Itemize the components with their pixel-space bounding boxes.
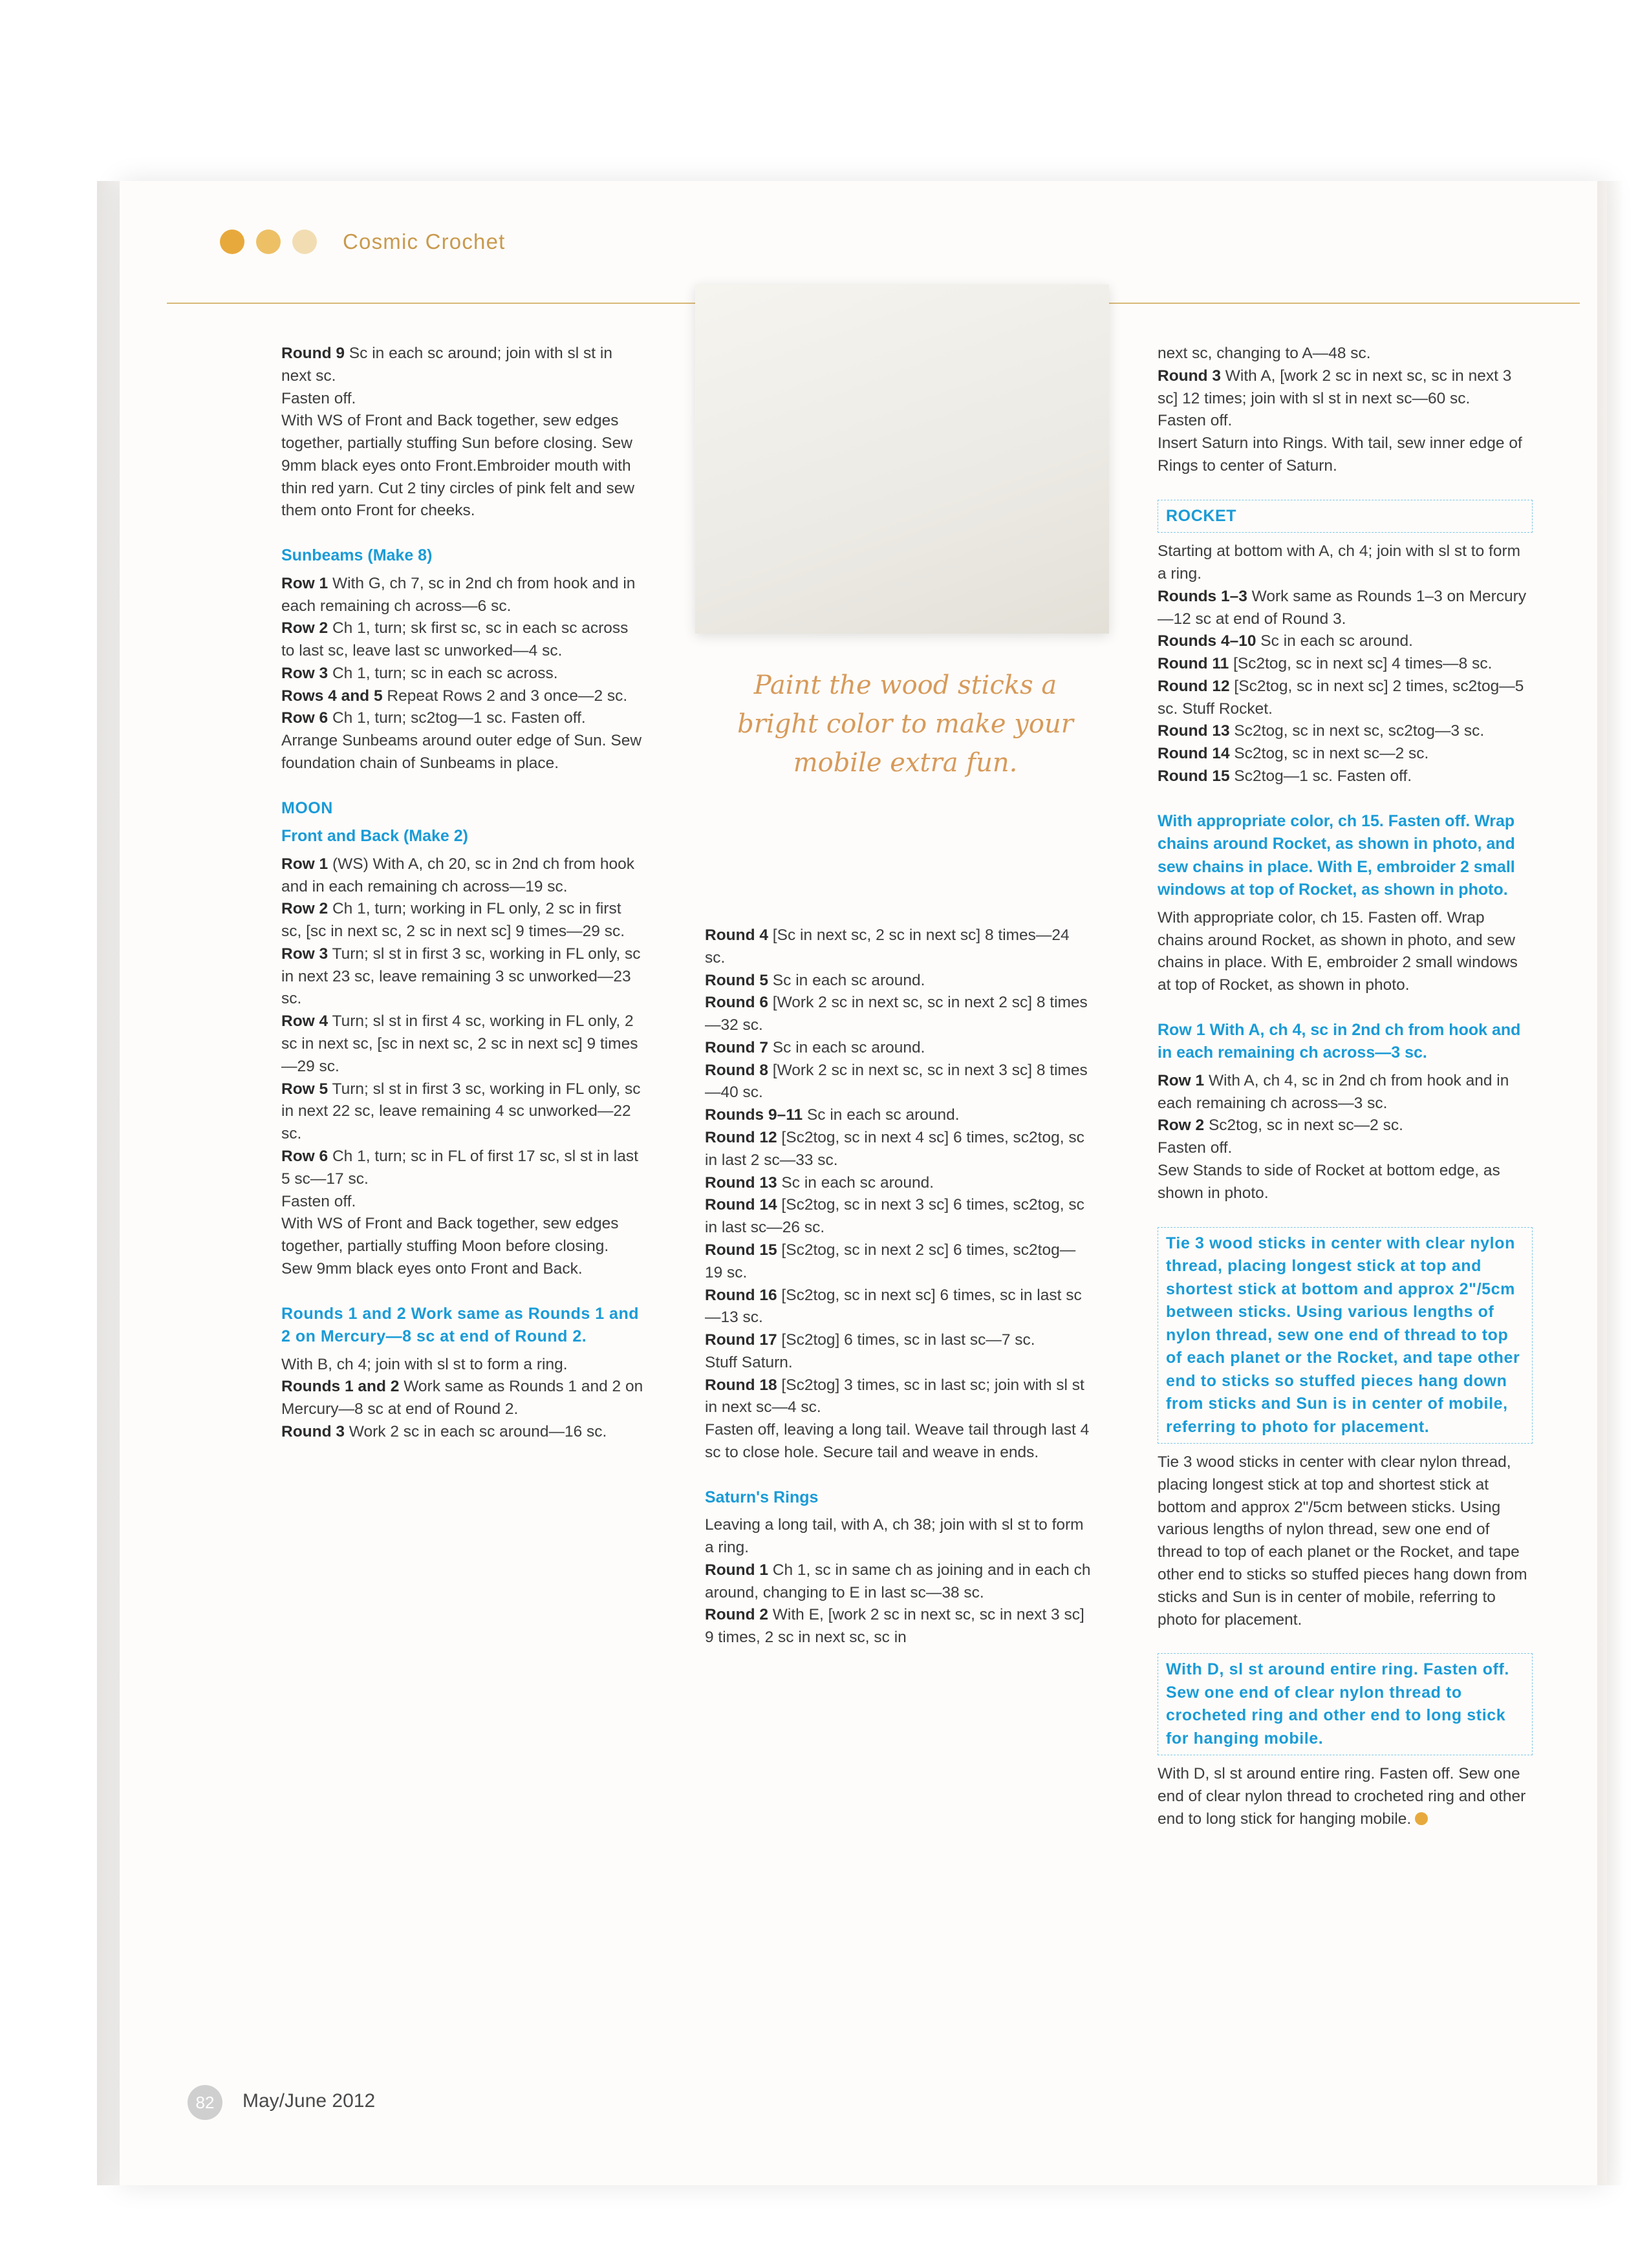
header-dot-icon xyxy=(220,230,244,254)
header-dot-icon xyxy=(256,230,281,254)
paragraph: Round 13 Sc2tog, sc in next sc, sc2tog—3 sc. xyxy=(1158,722,1485,740)
paragraph: Row 2 Ch 1, turn; sk first sc, sc in each sc across to last sc, leave last sc unworked—4 sc. xyxy=(281,619,629,660)
paragraph: Starting at bottom with A, ch 4; join with sl st to form a ring. xyxy=(1158,542,1521,583)
end-of-article-icon xyxy=(1415,1812,1428,1825)
paragraph: Round 12 [Sc2tog, sc in next sc] 2 times, sc2tog—5 sc. Stuff Rocket. xyxy=(1158,677,1524,718)
section-heading-saturns-rings: Saturn's Rings xyxy=(705,1488,819,1506)
paragraph: With WS of Front and Back together, sew edges together, partially stuffing Moon before closing. Sew 9mm black eyes onto Front and Back. xyxy=(281,1215,619,1278)
paragraph: Rounds 4–10 Sc in each sc around. xyxy=(1158,632,1413,650)
article-title: Cosmic Crochet xyxy=(343,230,506,253)
paragraph: Round 15 [Sc2tog, sc in next 2 sc] 6 times, sc2tog—19 sc. xyxy=(705,1241,1076,1281)
paragraph: Round 14 Sc2tog, sc in next sc—2 sc. xyxy=(1158,745,1429,763)
header-dot-icon xyxy=(292,230,317,254)
paragraph: next sc, changing to A—48 sc. xyxy=(1158,345,1371,362)
paragraph: Row 2 Ch 1, turn; working in FL only, 2 sc in first sc, [sc in next sc, 2 sc in next sc] 9 times—29 sc. xyxy=(281,900,625,941)
paragraph: Row 3 Ch 1, turn; sc in each sc across. xyxy=(281,664,558,682)
paragraph: Round 4 [Sc in next sc, 2 sc in next sc] 8 times—24 sc. xyxy=(705,926,1070,967)
paragraph: Insert Saturn into Rings. With tail, sew inner edge of Rings to center of Saturn. xyxy=(1158,434,1522,475)
section-heading-moon-front-back: Front and Back (Make 2) xyxy=(281,827,468,846)
section-heading-saturn: Rounds 1 and 2 Work same as Rounds 1 and 2 on Mercury—8 sc at end of Round 2. xyxy=(281,1304,639,1346)
paragraph: With WS of Front and Back together, sew edges together, partially stuffing Sun before closing. Sew 9mm black eyes onto Front.Embroider mouth with thin red yarn. Cut 2 tiny circles of pink felt and sew them onto Front for cheeks. xyxy=(281,412,635,520)
paragraph: Row 1 With G, ch 7, sc in 2nd ch from hook and in each remaining ch across—6 sc. xyxy=(281,574,636,615)
paragraph: Round 9 Sc in each sc around; join with sl st in next sc. xyxy=(281,345,612,385)
section-heading-stripes: With appropriate color, ch 15. Fasten off. Wrap chains around Rocket, as shown in photo, and sew chains in place. With E, embroider 2 small windows at top of Rocket, as shown in photo. xyxy=(1158,811,1515,899)
paragraph: Round 11 [Sc2tog, sc in next sc] 4 times—8 sc. xyxy=(1158,655,1493,673)
paragraph: Row 6 Ch 1, turn; sc2tog—1 sc. Fasten off. xyxy=(281,709,586,727)
paragraph: Round 18 [Sc2tog] 3 times, sc in last sc; join with sl st in next sc—4 sc. xyxy=(705,1376,1084,1417)
paragraph: Leaving a long tail, with A, ch 38; join with sl st to form a ring. xyxy=(705,1516,1084,1557)
paragraph: Round 8 [Work 2 sc in next sc, sc in next 3 sc] 8 times—40 sc. xyxy=(705,1061,1088,1102)
paragraph: Tie 3 wood sticks in center with clear nylon thread, placing longest stick at top and shortest stick at bottom and approx 2"/5cm between sticks. Using various lengths of nylon thread, sew one end of thread to top of each planet or the Rocket, and tape other end to sticks so stuffed pieces hang down from sticks and Sun is in center of mobile, referring to photo for placement. xyxy=(1158,1453,1527,1629)
section-heading-rocket: ROCKET xyxy=(1158,500,1533,533)
photo-caption: Paint the wood sticks a bright color to make your mobile extra fun. xyxy=(737,670,1073,778)
paragraph: Rounds 1–3 Work same as Rounds 1–3 on Mercury—12 sc at end of Round 3. xyxy=(1158,587,1527,628)
paragraph: Round 16 [Sc2tog, sc in next sc] 6 times, sc in last sc—13 sc. xyxy=(705,1286,1082,1327)
paragraph: Fasten off. xyxy=(281,1192,356,1210)
column-three xyxy=(1158,343,1533,1831)
paragraph: Rounds 1 and 2 Work same as Rounds 1 and 2 on Mercury—8 sc at end of Round 2. xyxy=(281,1378,643,1418)
page-number: 82 xyxy=(188,2085,222,2120)
paragraph: Fasten off. xyxy=(1158,412,1233,430)
section-heading-sunbeams: Sunbeams (Make 8) xyxy=(281,546,433,565)
page-header xyxy=(220,230,506,254)
paragraph: Fasten off. xyxy=(281,389,356,407)
paragraph: Round 15 Sc2tog—1 sc. Fasten off. xyxy=(1158,767,1412,785)
paragraph: Round 17 [Sc2tog] 6 times, sc in last sc—7 sc. xyxy=(705,1331,1035,1349)
paragraph: Round 14 [Sc2tog, sc in next 3 sc] 6 times, sc2tog, sc in last sc—26 sc. xyxy=(705,1196,1084,1237)
paragraph: Sew Stands to side of Rocket at bottom edge, as shown in photo. xyxy=(1158,1162,1500,1202)
paragraph: Round 5 Sc in each sc around. xyxy=(705,971,925,989)
paragraph: Arrange Sunbeams around outer edge of Sun. Sew foundation chain of Sunbeams in place. xyxy=(281,732,642,772)
paragraph: Rounds 9–11 Sc in each sc around. xyxy=(705,1106,960,1124)
paragraph: Round 3 Work 2 sc in each sc around—16 sc. xyxy=(281,1422,607,1440)
paragraph: Round 13 Sc in each sc around. xyxy=(705,1173,934,1192)
paragraph: Row 6 Ch 1, turn; sc in FL of first 17 sc, sl st in last 5 sc—17 sc. xyxy=(281,1147,638,1188)
paragraph: Row 4 Turn; sl st in first 4 sc, working in FL only, 2 sc in next sc, [sc in next sc, 2 sc in next sc] 9 times—29 sc. xyxy=(281,1012,638,1075)
section-heading-rocket-stands: Row 1 With A, ch 4, sc in 2nd ch from hook and in each remaining ch across—3 sc. xyxy=(1158,1020,1521,1062)
page-edge xyxy=(1597,181,1623,2185)
column-two xyxy=(705,925,1093,1649)
paragraph: With B, ch 4; join with sl st to form a ring. xyxy=(281,1355,568,1373)
section-heading-moon: MOON xyxy=(281,798,333,817)
section-heading-hanging-ring: With D, sl st around entire ring. Fasten off. Sew one end of clear nylon thread to crocheted ring and other end to long stick for hanging mobile. xyxy=(1158,1653,1533,1755)
paragraph: With D, sl st around entire ring. Fasten off. Sew one end of clear nylon thread to crocheted ring and other end to long stick for hanging mobile. xyxy=(1158,1765,1526,1828)
paragraph: Round 6 [Work 2 sc in next sc, sc in next 2 sc] 8 times—32 sc. xyxy=(705,994,1088,1034)
paragraph: Round 7 Sc in each sc around. xyxy=(705,1038,925,1056)
paragraph: Row 1 With A, ch 4, sc in 2nd ch from hook and in each remaining ch across—3 sc. xyxy=(1158,1071,1509,1112)
paragraph: With appropriate color, ch 15. Fasten off. Wrap chains around Rocket, as shown in photo, and sew chains in place. With E, embroider 2 small windows at top of Rocket, as shown in photo. xyxy=(1158,908,1518,994)
paragraph: Fasten off, leaving a long tail. Weave tail through last 4 sc to close hole. Secure tail and weave in ends. xyxy=(705,1421,1090,1461)
paragraph: Row 5 Turn; sl st in first 3 sc, working in FL only, sc in next 22 sc, leave remaining 4 sc unworked—22 sc. xyxy=(281,1080,641,1143)
mobile-photo xyxy=(695,284,1109,634)
paragraph: Row 2 Sc2tog, sc in next sc—2 sc. xyxy=(1158,1117,1403,1135)
paragraph: Round 12 [Sc2tog, sc in next 4 sc] 6 times, sc2tog, sc in last 2 sc—33 sc. xyxy=(705,1129,1084,1169)
paragraph: Round 1 Ch 1, sc in same ch as joining and in each ch around, changing to E in last sc—38 sc. xyxy=(705,1561,1091,1601)
paragraph: Stuff Saturn. xyxy=(705,1353,793,1371)
paragraph: Fasten off. xyxy=(1158,1139,1233,1157)
section-heading-assembly: Tie 3 wood sticks in center with clear nylon thread, placing longest stick at top and shortest stick at bottom and approx 2"/5cm between sticks. Using various lengths of nylon thread, sew one end of thread to top of each planet or the Rocket, and tape other end to sticks so stuffed pieces hang down from sticks and Sun is in center of mobile, referring to photo for placement. xyxy=(1158,1227,1533,1444)
paragraph: Row 1 (WS) With A, ch 20, sc in 2nd ch from hook and in each remaining ch across—19 sc. xyxy=(281,855,634,895)
column-one xyxy=(281,343,643,1444)
paragraph: Row 3 Turn; sl st in first 3 sc, working in FL only, sc in next 23 sc, leave remaining 3 sc unworked—23 sc. xyxy=(281,945,641,1008)
paragraph: Round 3 With A, [work 2 sc in next sc, sc in next 3 sc] 12 times; join with sl st in next sc—60 sc. xyxy=(1158,367,1512,407)
paragraph: Round 2 With E, [work 2 sc in next sc, sc in next 3 sc] 9 times, 2 sc in next sc, sc in xyxy=(705,1606,1084,1647)
issue-date: May/June 2012 xyxy=(242,2090,376,2112)
paragraph: Rows 4 and 5 Repeat Rows 2 and 3 once—2 sc. xyxy=(281,687,628,705)
